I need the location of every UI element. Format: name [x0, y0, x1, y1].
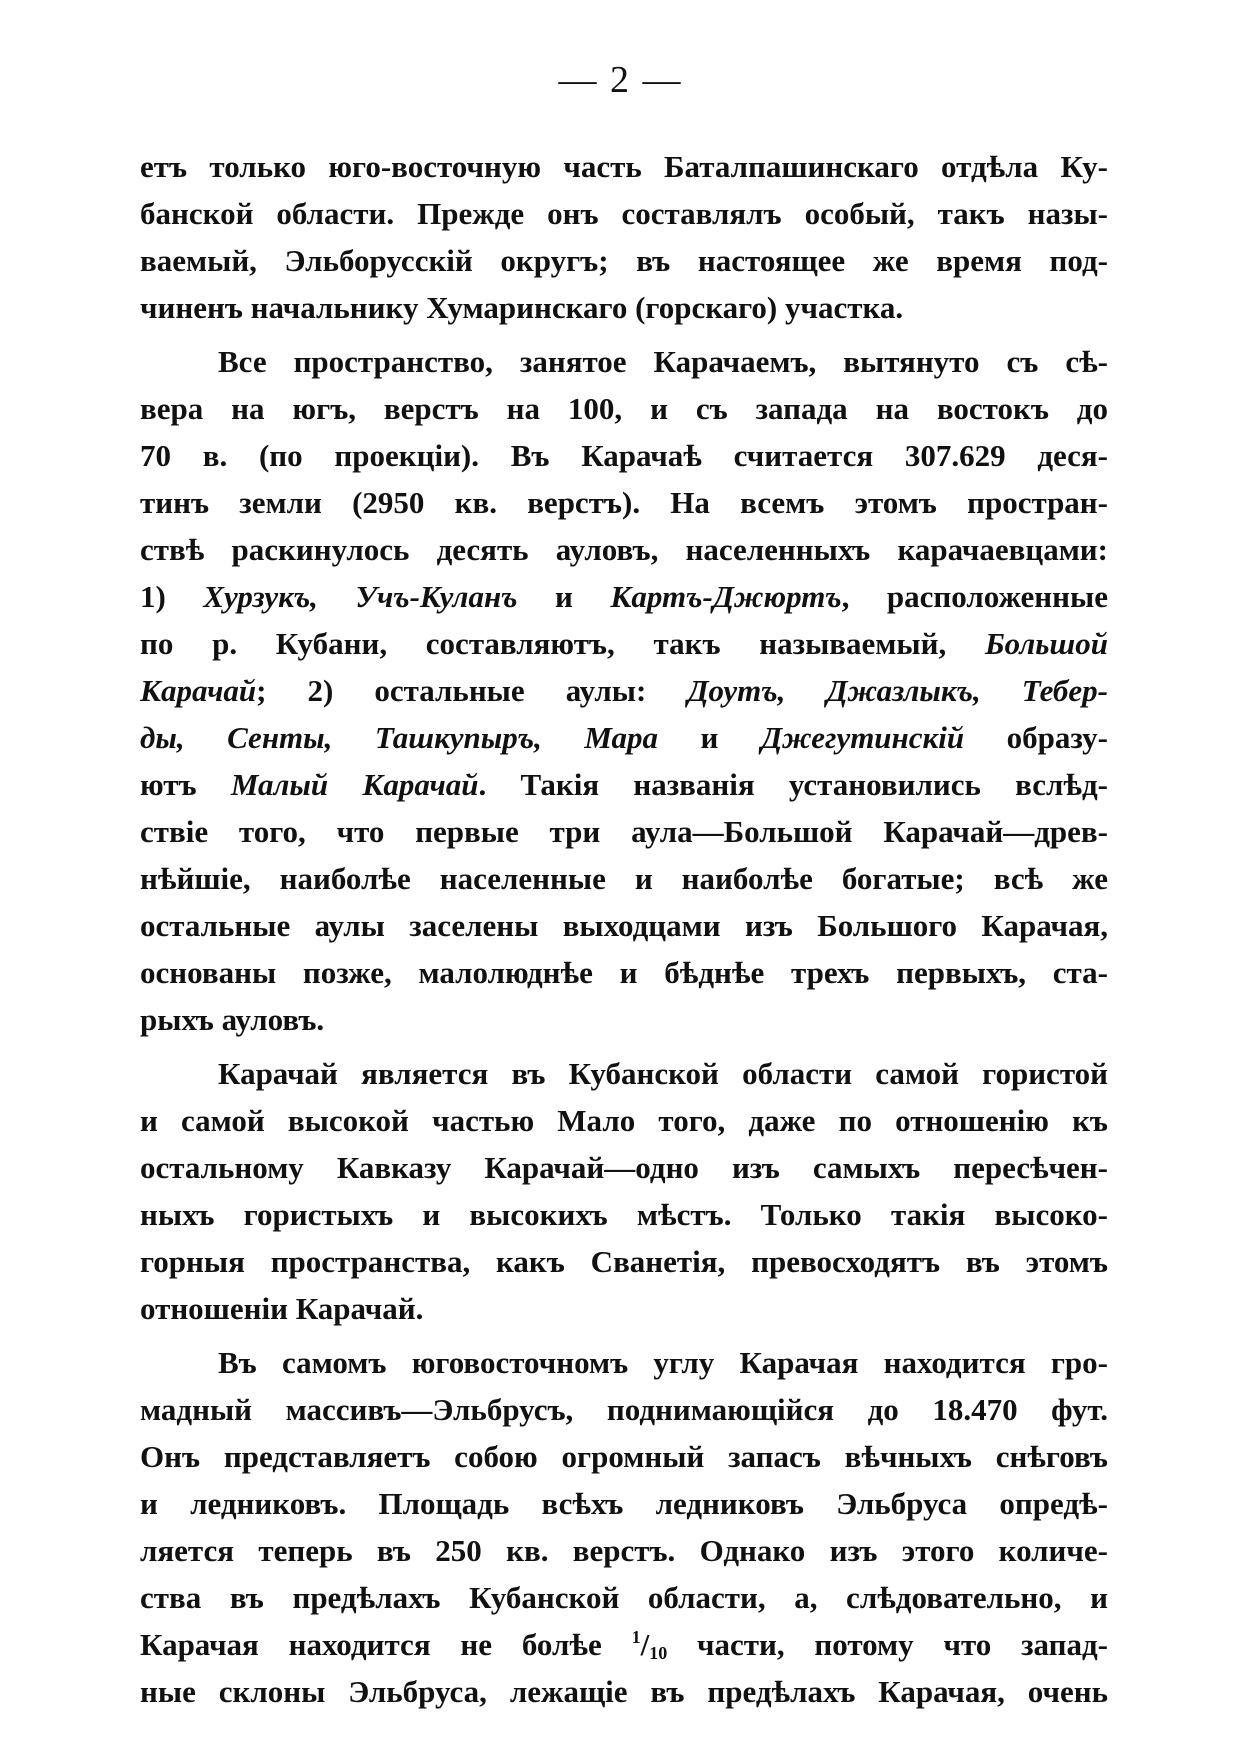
- italic-term: Малый Карачай: [230, 767, 479, 802]
- fraction-numerator: 1: [631, 1627, 641, 1647]
- text-line: етъ только юго-восточную часть Баталпашинскаго отдѣла Ку-: [140, 149, 1108, 184]
- paragraph-1: [140, 143, 1108, 331]
- page-number: — 2 —: [558, 59, 683, 101]
- text-line: отношеніи Карачай.: [140, 1291, 424, 1326]
- italic-place-names: ды, Сенты, Ташкупыръ, Мара: [140, 720, 659, 755]
- paragraph-3: [140, 1050, 1108, 1332]
- text-line: Онъ представляетъ собою огромный запасъ вѣчныхъ снѣговъ: [140, 1439, 1108, 1474]
- text-line: Все пространство, занятое Карачаемъ, вытянуто съ сѣ-: [218, 344, 1108, 379]
- text-line: и ледниковъ. Площадь всѣхъ ледниковъ Эльбруса опредѣ-: [140, 1486, 1108, 1521]
- paragraph-4: [140, 1339, 1108, 1715]
- body-text: [140, 143, 1108, 1715]
- text-line: ствіе того, что первые три аула—Большой Карачай—древ-: [140, 814, 1108, 849]
- text-line-mixed: [140, 620, 1108, 667]
- text-line: и самой высокой частью Мало того, даже по отношенію къ: [140, 1103, 1108, 1138]
- italic-place-name: Картъ-Джюртъ: [610, 579, 842, 614]
- text-line: ствѣ раскинулось десять ауловъ, населенныхъ карачаевцами:: [140, 532, 1108, 567]
- text-line: ства въ предѣлахъ Кубанской области, а, слѣдовательно, и: [140, 1580, 1108, 1615]
- fraction-denominator: 10: [649, 1643, 668, 1663]
- text-run: и: [517, 579, 611, 614]
- fraction-slash: /: [640, 1627, 650, 1662]
- text-run: и: [658, 720, 761, 755]
- text-line: ваемый, Эльборусскій округъ; въ настоящее же время под-: [140, 243, 1108, 278]
- text-line: ляется теперь въ 250 кв. верстъ. Однако изъ этого количе-: [140, 1533, 1108, 1568]
- text-run: Карачая находится не болѣе: [140, 1627, 632, 1662]
- text-line: горныя пространства, какъ Сванетія, превосходятъ въ этомъ: [140, 1244, 1108, 1279]
- text-run: 1): [140, 579, 204, 614]
- text-line: остальному Кавказу Карачай—одно изъ самыхъ пересѣчен-: [140, 1150, 1108, 1185]
- italic-place-names: Доутъ, Джазлыкъ, Тебер-: [687, 673, 1108, 708]
- text-line: ные склоны Эльбруса, лежащіе въ предѣлахъ Карачая, очень: [140, 1674, 1108, 1709]
- text-line: банской области. Прежде онъ составлялъ особый, такъ назы-: [140, 196, 1108, 231]
- paragraph-2: [140, 338, 1108, 1043]
- text-line-mixed: [140, 714, 1108, 761]
- text-line-mixed: [140, 761, 1108, 808]
- text-line: остальные аулы заселены выходцами изъ Большого Карачая,: [140, 908, 1108, 943]
- text-line: мадный массивъ—Эльбрусъ, поднимающійся до 18.470 фут.: [140, 1392, 1108, 1427]
- text-run: образу-: [964, 720, 1108, 755]
- text-run: ютъ: [140, 767, 231, 802]
- text-run: части, потому что запад-: [667, 1627, 1108, 1662]
- text-line-mixed: [140, 667, 1108, 714]
- italic-term: Карачай: [140, 673, 257, 708]
- fraction-one-tenth: [632, 1627, 668, 1662]
- text-run: по р. Кубани, составляютъ, такъ называемый,: [140, 626, 985, 661]
- italic-place-name: Джегутинскій: [760, 720, 965, 755]
- text-run: , расположенные: [841, 579, 1108, 614]
- text-line: 70 в. (по проекціи). Въ Карачаѣ считается 307.629 деся-: [140, 438, 1108, 473]
- text-run: . Такія названія установились вслѣд-: [478, 767, 1108, 802]
- text-line: ныхъ гористыхъ и высокихъ мѣстъ. Только такія высоко-: [140, 1197, 1108, 1232]
- italic-place-names: Хурзукъ, Учъ-Куланъ: [203, 579, 518, 614]
- text-line: нѣйшіе, наиболѣе населенные и наиболѣе богатые; всѣ же: [140, 861, 1108, 896]
- italic-term: Большой: [984, 626, 1108, 661]
- text-line: основаны позже, малолюднѣе и бѣднѣе трехъ первыхъ, ста-: [140, 955, 1108, 990]
- text-line: рыхъ ауловъ.: [140, 1002, 325, 1037]
- text-line-fraction: [140, 1621, 1108, 1668]
- text-run: ; 2) остальные аулы:: [256, 673, 688, 708]
- text-line-mixed: [140, 573, 1108, 620]
- text-line: тинъ земли (2950 кв. верстъ). На всемъ этомъ простран-: [140, 485, 1108, 520]
- text-line: вера на югъ, верстъ на 100, и съ запада на востокъ до: [140, 391, 1108, 426]
- text-line: чиненъ начальнику Хумаринскаго (горскаго) участка.: [140, 290, 904, 325]
- text-line: Въ самомъ юговосточномъ углу Карачая находится гро-: [218, 1345, 1108, 1380]
- text-line: Карачай является въ Кубанской области самой гористой: [218, 1056, 1108, 1091]
